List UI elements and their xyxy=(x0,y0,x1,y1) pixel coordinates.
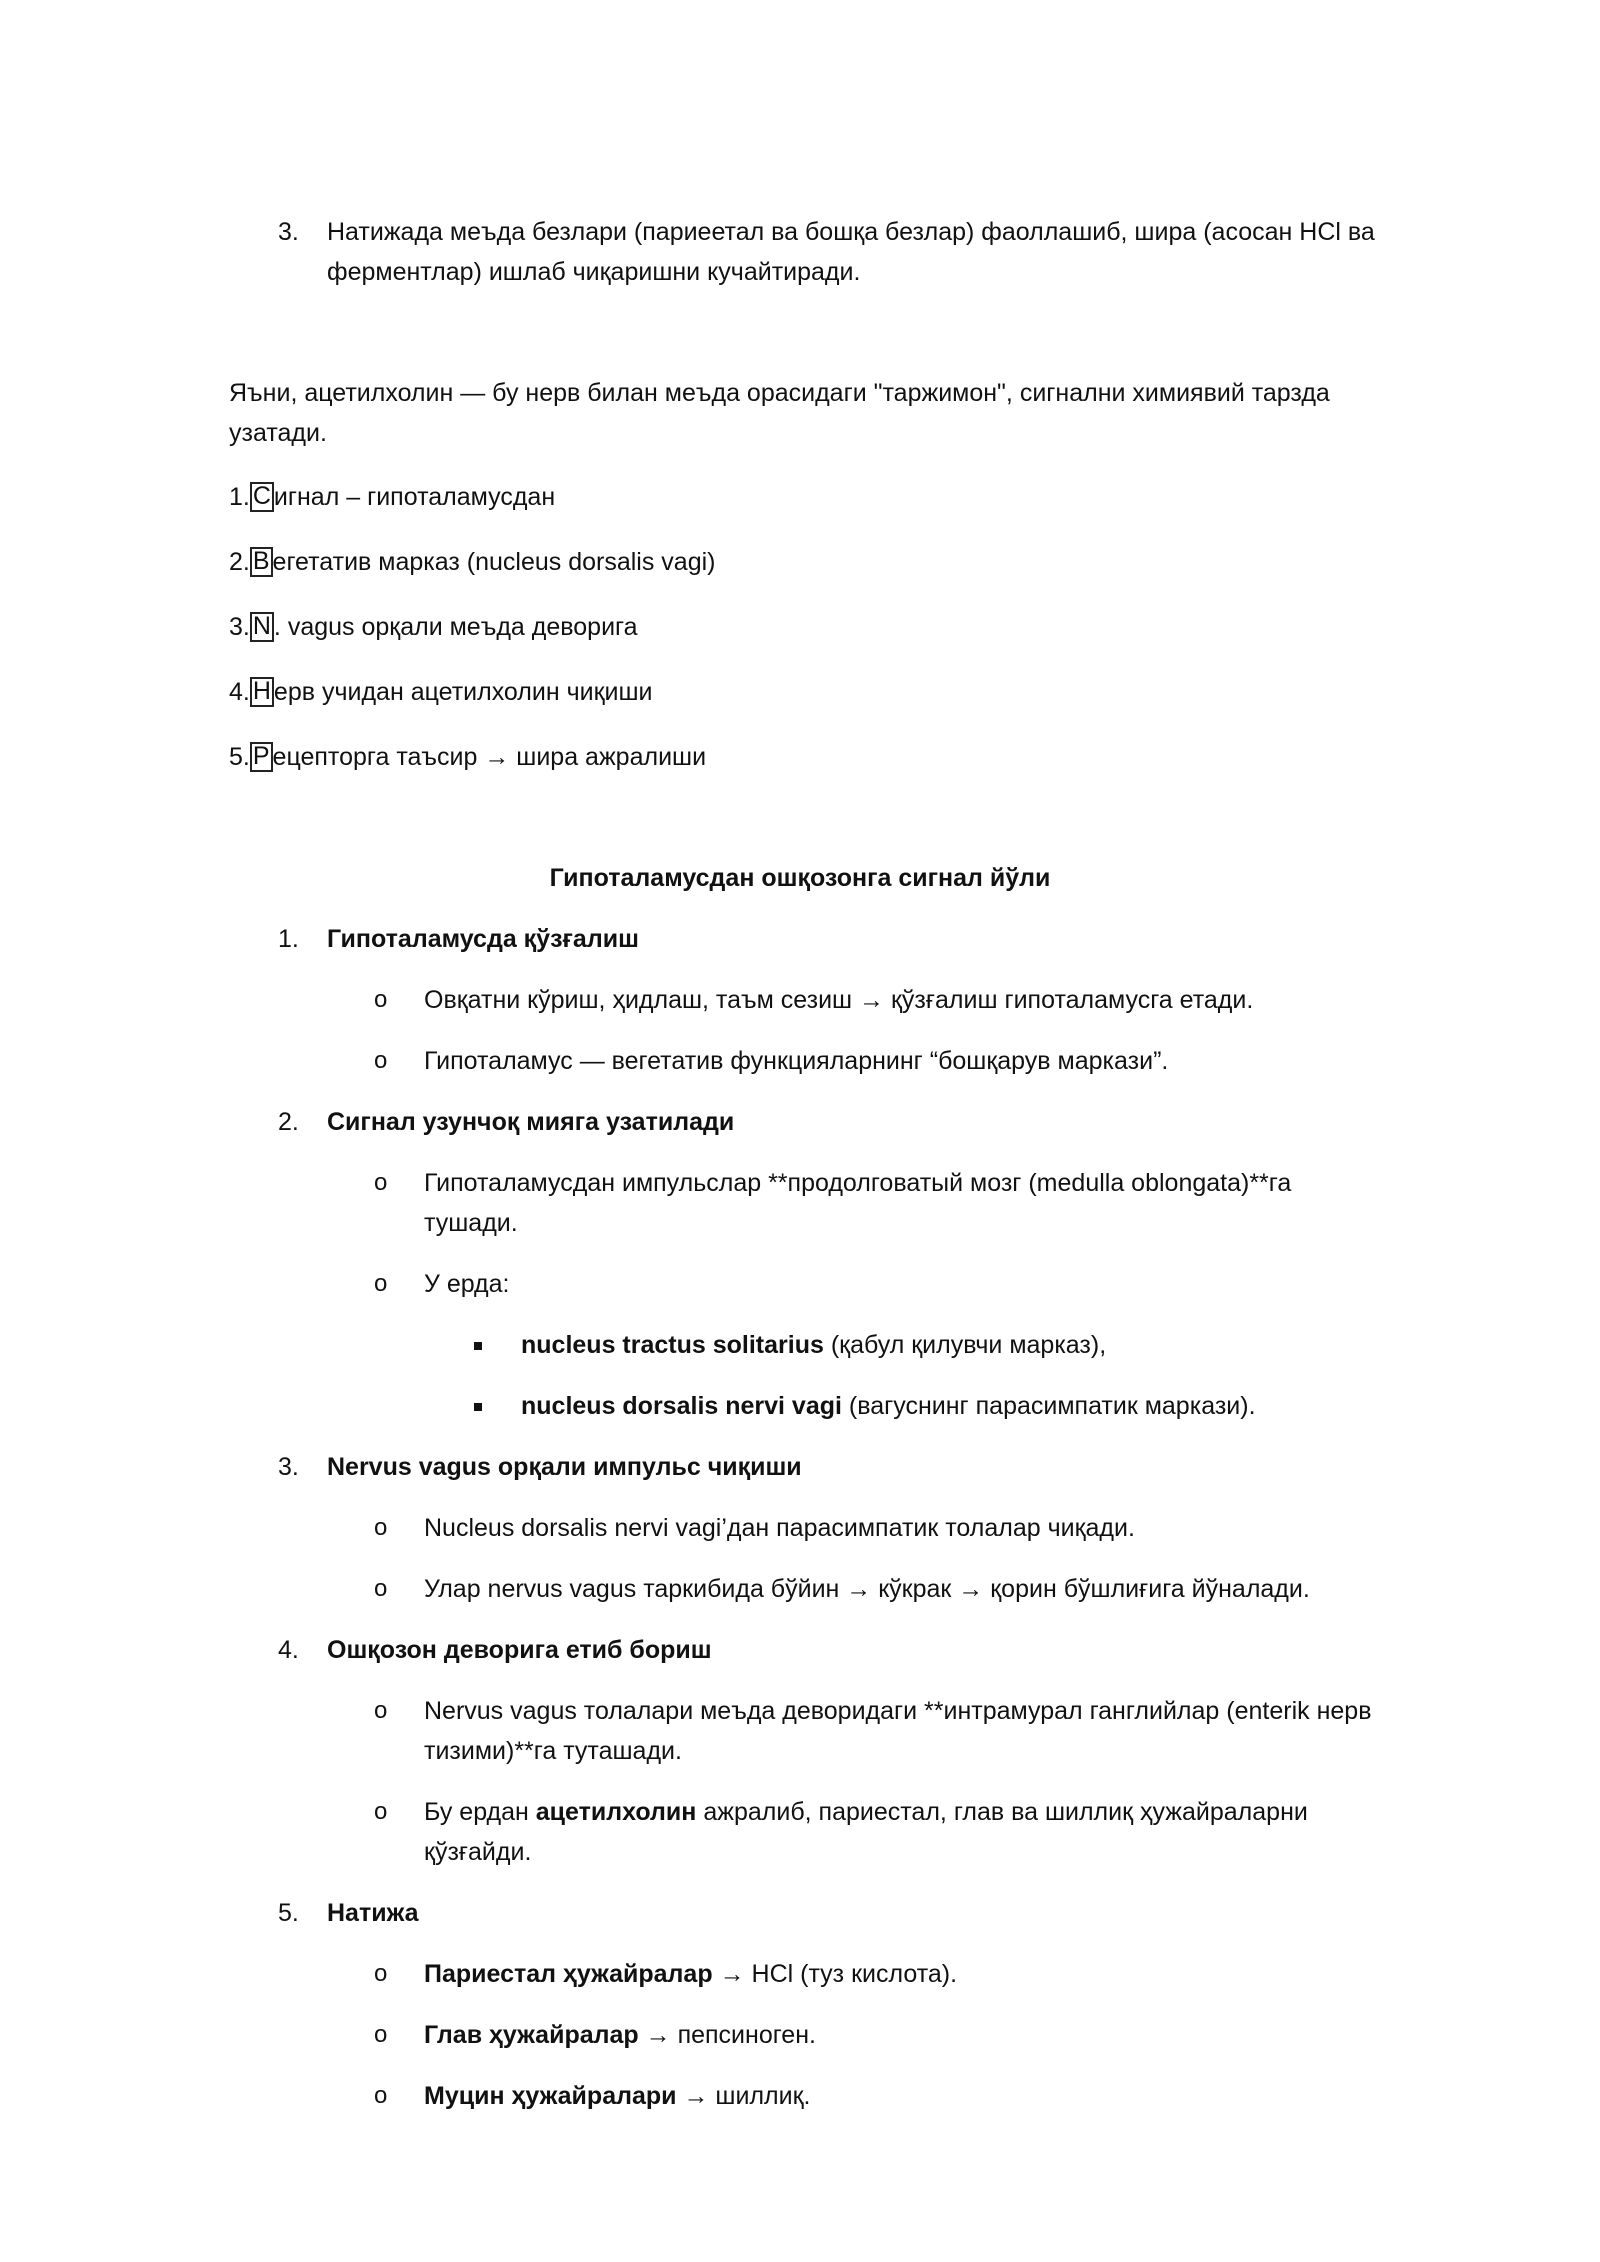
section-title: Сигнал узунчоқ мияга узатилади xyxy=(327,1108,735,1136)
bullet-text: тизими)**га туташади. xyxy=(424,1737,682,1765)
bullet-text: У ерда: xyxy=(424,1270,510,1298)
bullet-text: тушади. xyxy=(424,1209,518,1237)
circle-bullet-icon: o xyxy=(374,2021,388,2048)
section-number: 5. xyxy=(278,1899,299,1927)
circle-bullet-icon: o xyxy=(374,1697,388,1724)
circle-bullet-icon: o xyxy=(374,1514,388,1541)
bullet-text: Глав ҳужайралар → пепсиноген. xyxy=(424,2021,816,2049)
section-number: 1. xyxy=(278,925,299,953)
step-number: 2. xyxy=(229,548,250,576)
step-number: 1. xyxy=(229,483,250,511)
list-number: 3. xyxy=(278,218,299,246)
step-initial-box: N xyxy=(250,612,274,642)
section-title: Натижа xyxy=(327,1899,419,1927)
step-text: игнал – гипоталамусдан xyxy=(273,483,556,511)
circle-bullet-icon: o xyxy=(374,1575,388,1602)
summary-line: Яъни, ацетилхолин — бу нерв билан меъда орасидаги "таржимон", сигнални химиявий тарзда xyxy=(229,379,1330,407)
paragraph-line: ферментлар) ишлаб чиқаришни кучайтиради. xyxy=(327,258,861,286)
bullet-text: Гипоталамус — вегетатив функцияларнинг “бошқарув маркази”. xyxy=(424,1047,1169,1075)
step-number: 4. xyxy=(229,678,250,706)
step-line xyxy=(229,477,555,517)
circle-bullet-icon: o xyxy=(374,1798,388,1825)
step-number: 3. xyxy=(229,613,250,641)
circle-bullet-icon: o xyxy=(374,1960,388,1987)
step-text: егетатив марказ (nucleus dorsalis vagi) xyxy=(272,548,716,576)
square-bullet-icon xyxy=(474,1342,482,1350)
circle-bullet-icon: o xyxy=(374,1047,388,1074)
sub-bullet-text: nucleus tractus solitarius (қабул қилувчи марказ), xyxy=(521,1331,1107,1359)
bullet-text: Улар nervus vagus таркибида бўйин → кўкрак → қорин бўшлиғига йўналади. xyxy=(424,1575,1310,1603)
step-initial-box: С xyxy=(250,482,274,512)
bullet-text: Париестал ҳужайралар → HCl (туз кислота). xyxy=(424,1960,958,1988)
bullet-text: қўзғайди. xyxy=(424,1838,532,1866)
circle-bullet-icon: o xyxy=(374,2082,388,2109)
bullet-text: Nucleus dorsalis nervi vagi’дан парасимпатик толалар чиқади. xyxy=(424,1514,1135,1542)
step-initial-box: В xyxy=(250,547,273,577)
bullet-text: Nervus vagus толалари меъда деворидаги **интрамурал ганглийлар (enterik нерв xyxy=(424,1697,1372,1725)
paragraph-line: Натижада меъда безлари (париеетал ва бошқа безлар) фаоллашиб, шира (асосан HCl ва xyxy=(327,218,1375,246)
bullet-text: Овқатни кўриш, ҳидлаш, таъм сезиш → қўзғалиш гипоталамусга етади. xyxy=(424,986,1254,1014)
circle-bullet-icon: o xyxy=(374,1169,388,1196)
section-title: Ошқозон деворига етиб бориш xyxy=(327,1636,712,1664)
step-line xyxy=(229,672,653,712)
section-heading: Гипоталамусдан ошқозонга сигнал йўли xyxy=(549,864,1051,892)
sub-bullet-text: nucleus dorsalis nervi vagi (вагуснинг парасимпатик маркази). xyxy=(521,1392,1256,1420)
step-initial-box: Н xyxy=(250,677,274,707)
bullet-text: Бу ердан ацетилхолин ажралиб, париестал, глав ва шиллиқ ҳужайраларни xyxy=(424,1798,1308,1826)
circle-bullet-icon: o xyxy=(374,1270,388,1297)
step-number: 5. xyxy=(229,743,250,771)
square-bullet-icon xyxy=(474,1403,482,1411)
step-text: . vagus орқали меъда деворига xyxy=(273,613,638,641)
bullet-text: Гипоталамусдан импульслар **продолговатый мозг (medulla oblongata)**га xyxy=(424,1169,1292,1197)
section-title: Гипоталамусда қўзғалиш xyxy=(327,925,639,953)
section-title: Nervus vagus орқали импульс чиқиши xyxy=(327,1453,802,1481)
step-initial-box: Р xyxy=(250,742,273,772)
step-line xyxy=(229,607,638,647)
step-text: ецепторга таъсир → шира ажралиши xyxy=(272,743,707,771)
bullet-text: Муцин ҳужайралари → шиллиқ. xyxy=(424,2082,811,2110)
step-line xyxy=(229,737,706,777)
summary-line: узатади. xyxy=(229,419,327,447)
section-number: 4. xyxy=(278,1636,299,1664)
section-number: 3. xyxy=(278,1453,299,1481)
section-number: 2. xyxy=(278,1108,299,1136)
step-line xyxy=(229,542,716,582)
circle-bullet-icon: o xyxy=(374,986,388,1013)
step-text: ерв учидан ацетилхолин чиқиши xyxy=(273,678,653,706)
